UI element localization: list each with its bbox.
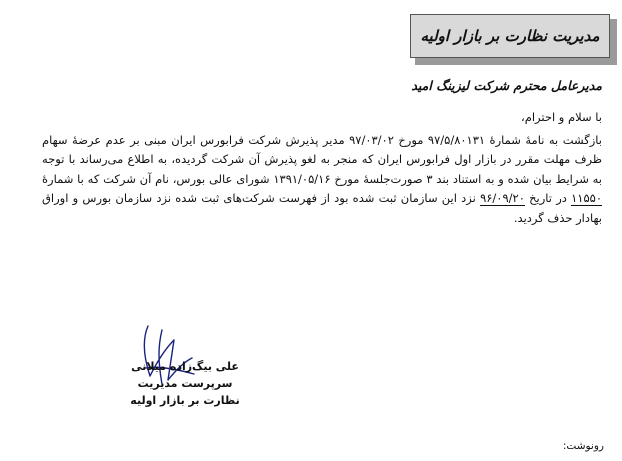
body-part-3: نزد این سازمان ثبت شده بود از فهرست شرکت‌های ثبت شده نزد سازمان بورس و اوراق بهادار حذف گردید. bbox=[42, 191, 602, 225]
letter-recipient: مدیرعامل محترم شرکت لیزینگ امید bbox=[411, 78, 602, 93]
letter-paragraph bbox=[42, 131, 602, 229]
registration-number: ۱۱۵۵۰ bbox=[571, 191, 602, 205]
signer-block bbox=[120, 358, 250, 409]
body-part-1: بازگشت به نامهٔ شمارهٔ ۹۷/۵/۸۰۱۳۱ مورخ ۹۷/۰۳/۰۲ مدیر پذیرش شرکت فرابورس ایران مبنی بر عدم عرضهٔ سهام ظرف مهلت مقرر در بازار اول فرابورس ایران که منجر به لغو پذیرش آن شرکت گردیده، به اطلاع می‌رساند با توجه به شرایط بیان شده و به استناد بند ۳ صورت‌جلسهٔ مورخ ۱۳۹۱/۰۵/۱۶ شورای عالی بورس، نام آن شرکت که با شمارهٔ bbox=[42, 132, 603, 186]
letter-body bbox=[42, 108, 602, 228]
registration-date: ۹۶/۰۹/۲۰ bbox=[480, 191, 525, 205]
signer-name: علی بیگ‌زاده میلانی bbox=[131, 360, 239, 373]
signer-title: سرپرست مدیریت نظارت بر بازار اولیه bbox=[130, 377, 240, 407]
header-box bbox=[410, 14, 610, 58]
letter-greeting: با سلام و احترام، bbox=[521, 110, 602, 124]
page-title: مدیریت نظارت بر بازار اولیه bbox=[420, 27, 600, 45]
cc-label: رونوشت: bbox=[562, 440, 604, 452]
body-part-2: در تاریخ bbox=[524, 191, 572, 205]
